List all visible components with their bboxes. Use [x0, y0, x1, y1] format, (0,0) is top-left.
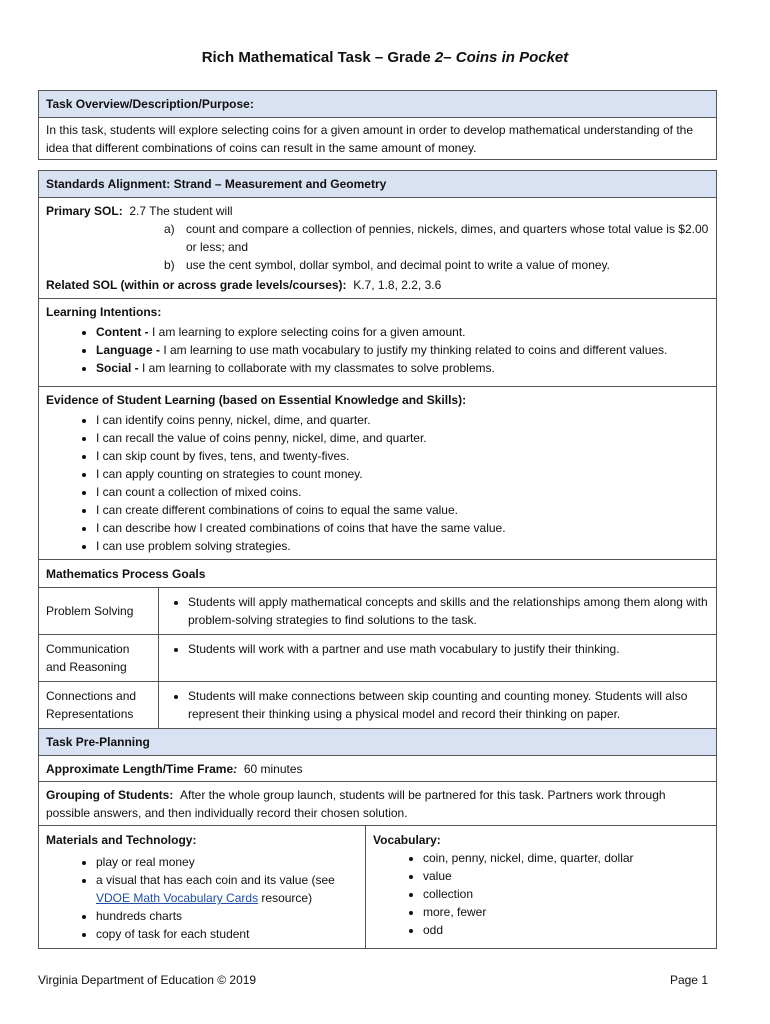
grouping-row: [39, 781, 716, 825]
list-item: • I can count a collection of mixed coins.: [96, 483, 709, 501]
item-text: I am learning to use math vocabulary to justify my thinking related to coins and different values.: [163, 343, 668, 357]
item-text: resource): [258, 891, 313, 905]
grouping-text: After the whole group launch, students will be partnered for this task. Partners work through possible answers, and then individually record their chosen solution.: [46, 788, 666, 820]
list-item: [96, 871, 358, 907]
list-item: • I can recall the value of coins penny, nickel, dime, and quarter.: [96, 429, 709, 447]
grouping-label: Grouping of Students:: [46, 788, 174, 802]
materials-vocab-row: [39, 825, 716, 948]
item-label: Social -: [96, 361, 143, 375]
list-item: • collection: [423, 885, 709, 903]
list-item: • play or real money: [96, 853, 358, 871]
related-sol-text: K.7, 1.8, 2.2, 3.6: [353, 278, 442, 292]
vocabulary-list: [373, 849, 709, 939]
materials-section: [39, 826, 366, 948]
list-item: • copy of task for each student: [96, 925, 358, 943]
list-item: • I can create different combinations of coins to equal the same value.: [96, 501, 709, 519]
intentions-list: [46, 323, 709, 377]
materials-list: [46, 853, 358, 943]
overview-section: [38, 90, 717, 160]
primary-sol-list: [46, 220, 709, 274]
process-name: Communication and Reasoning: [39, 635, 159, 681]
list-item: [96, 323, 709, 341]
process-name: Connections and Representations: [39, 682, 159, 728]
learning-intentions: [39, 298, 716, 386]
list-item: • I can apply counting on strategies to count money.: [96, 465, 709, 483]
list-item: • more, fewer: [423, 903, 709, 921]
list-item: • I can identify coins penny, nickel, dime, and quarter.: [96, 411, 709, 429]
list-item: [96, 341, 709, 359]
item-label: b): [164, 258, 175, 272]
materials-header: Materials and Technology:: [46, 833, 197, 847]
list-item: [46, 256, 709, 274]
list-item: • odd: [423, 921, 709, 939]
process-name: Problem Solving: [39, 588, 159, 634]
time-frame-row: [39, 756, 716, 781]
standards-header: Standards Alignment: Strand – Measurement and Geometry: [39, 171, 716, 198]
evidence-section: [39, 386, 716, 559]
item-text: use the cent symbol, dollar symbol, and decimal point to write a value of money.: [186, 258, 610, 272]
title-main: Rich Mathematical Task – Grade: [201, 49, 435, 66]
process-goals-header-row: [39, 559, 716, 587]
primary-sol-block: [39, 198, 716, 298]
list-item: • I can skip count by fives, tens, and twenty-fives.: [96, 447, 709, 465]
list-item: [96, 359, 709, 377]
process-row: [39, 634, 716, 681]
process-row: [39, 681, 716, 728]
time-frame-value: 60 minutes: [243, 762, 303, 776]
footer-copyright: Virginia Department of Education © 2019: [38, 973, 257, 987]
process-desc: • Students will work with a partner and use math vocabulary to justify their thinking.: [188, 640, 709, 658]
process-desc: • Students will apply mathematical concepts and skills and the relationships among them along with problem-solving strategies to find solutions to the task.: [188, 593, 709, 629]
evidence-list: [46, 411, 709, 555]
title-separator: –: [443, 49, 456, 66]
primary-sol-label: Primary SOL:: [46, 204, 123, 218]
item-label: Language -: [96, 343, 164, 357]
item-text: a visual that has each coin and its value (see: [96, 873, 335, 887]
list-item: • I can describe how I created combinations of coins that have the same value.: [96, 519, 709, 537]
preplanning-header: Task Pre-Planning: [39, 729, 716, 756]
item-text: I am learning to collaborate with my classmates to solve problems.: [142, 361, 495, 375]
standards-section: [38, 170, 717, 729]
process-desc: • Students will make connections between skip counting and counting money. Students will also represent their thinking using a physical model and record their thinking on paper.: [188, 687, 709, 723]
intentions-header: Learning Intentions:: [46, 305, 162, 319]
footer-page-number: Page 1: [669, 973, 708, 987]
title-subtitle: Coins in Pocket: [455, 49, 569, 66]
overview-text: In this task, students will explore selecting coins for a given amount in order to develop mathematical understanding of the idea that different combinations of coins can result in the same amount of money.: [46, 123, 694, 155]
related-sol-label: Related SOL (within or across grade levels/courses):: [46, 278, 347, 292]
list-item: • value: [423, 867, 709, 885]
vocabulary-cards-link[interactable]: VDOE Math Vocabulary Cards: [96, 891, 259, 905]
primary-sol-text: 2.7 The student will: [129, 204, 233, 218]
item-label: a): [164, 222, 175, 236]
title-grade: 2: [434, 49, 444, 66]
item-label: Content -: [96, 325, 152, 339]
vocabulary-section: [366, 826, 716, 948]
page-title: [0, 49, 770, 66]
list-item: • I can use problem solving strategies.: [96, 537, 709, 555]
list-item: • coin, penny, nickel, dime, quarter, dollar: [423, 849, 709, 867]
list-item: [46, 220, 709, 256]
preplanning-section: [38, 728, 717, 949]
item-text: I am learning to explore selecting coins for a given amount.: [152, 325, 466, 339]
time-frame-colon: :: [233, 762, 238, 776]
vocabulary-header: Vocabulary:: [373, 833, 441, 847]
process-goals-header: Mathematics Process Goals: [46, 567, 206, 581]
process-row: [39, 587, 716, 634]
list-item: • hundreds charts: [96, 907, 358, 925]
time-frame-label: Approximate Length/Time Frame: [46, 762, 234, 776]
evidence-header: Evidence of Student Learning (based on Essential Knowledge and Skills):: [46, 393, 467, 407]
overview-header: Task Overview/Description/Purpose:: [39, 91, 716, 118]
item-text: count and compare a collection of pennies, nickels, dimes, and quarters whose total value is $2.00 or less; and: [186, 222, 709, 254]
